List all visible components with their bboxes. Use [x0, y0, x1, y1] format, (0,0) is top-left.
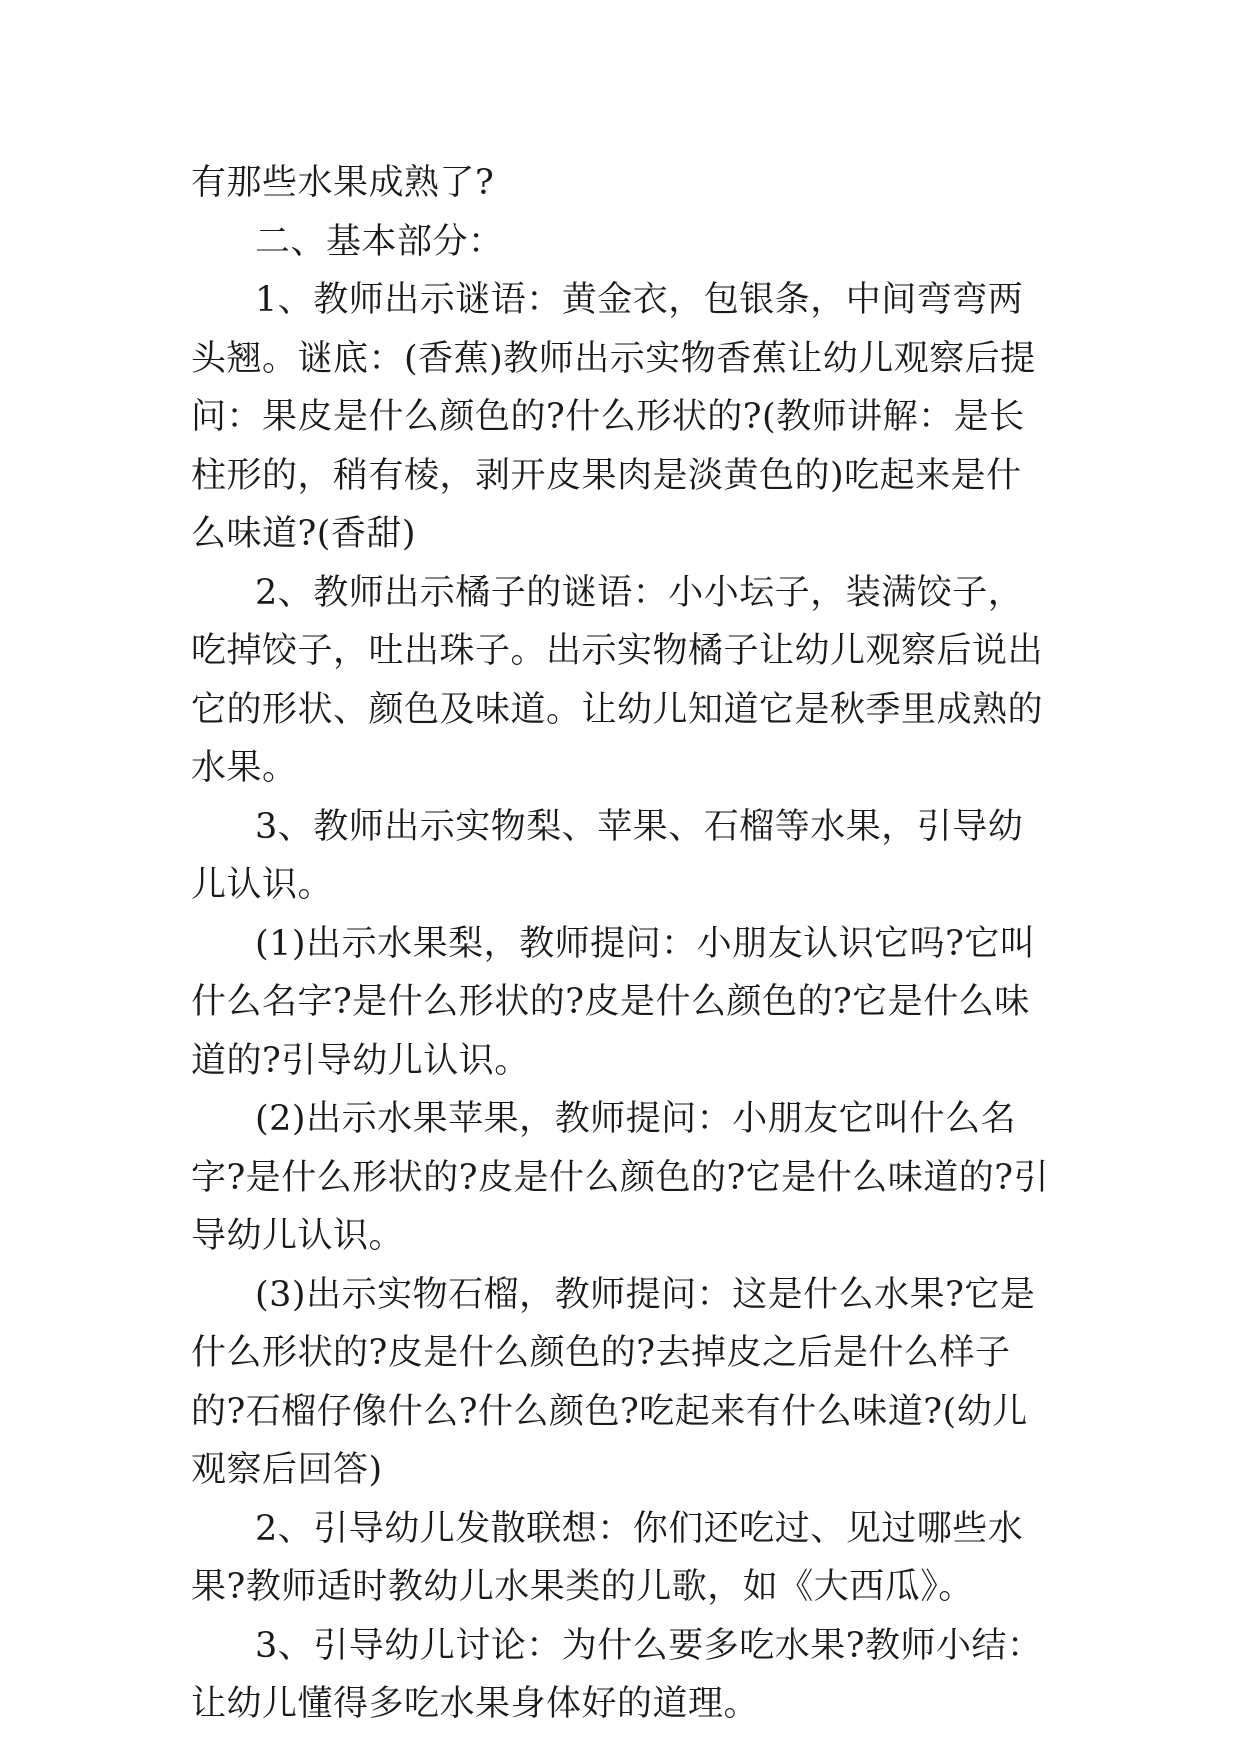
document-page [191, 154, 1055, 1734]
paragraph-pomegranate: (3)出示实物石榴，教师提问：这是什么水果?它是什么形状的?皮是什么颜色的?去掉皮之后是什么样子的?石榴仔像什么?什么颜色?吃起来有什么味道?(幼儿观察后回答) [191, 1274, 1036, 1490]
paragraph-discussion: 3、引导幼儿讨论：为什么要多吃水果?教师小结：让幼儿懂得多吃水果身体好的道理。 [191, 1625, 1043, 1724]
paragraph-pear: (1)出示水果梨，教师提问：小朋友认识它吗?它叫什么名字?是什么形状的?皮是什么颜色的?它是什么味道的?引导幼儿认识。 [191, 923, 1036, 1081]
paragraph-banana: 1、教师出示谜语：黄金衣，包银条，中间弯弯两头翘。谜底：(香蕉)教师出示实物香蕉让幼儿观察后提问：果皮是什么颜色的?什么形状的?(教师讲解：是长柱形的，稍有棱，剥开皮果肉是淡黄色的)吃起来是什么味道?(香甜) [191, 280, 1036, 554]
section-heading-basic: 二、基本部分： [255, 221, 504, 262]
paragraph-intro-question: 有那些水果成熟了? [191, 163, 495, 203]
paragraph-apple: (2)出示水果苹果，教师提问：小朋友它叫什么名字?是什么形状的?皮是什么颜色的?它是什么味道的?引导幼儿认识。 [191, 1099, 1050, 1256]
paragraph-association: 2、引导幼儿发散联想：你们还吃过、见过哪些水果?教师适时教幼儿水果类的儿歌，如《大西瓜》。 [191, 1508, 1024, 1607]
paragraph-fruits-intro: 3、教师出示实物梨、苹果、石榴等水果，引导幼儿认识。 [191, 806, 1024, 905]
paragraph-orange: 2、教师出示橘子的谜语：小小坛子，装满饺子，吃掉饺子，吐出珠子。出示实物橘子让幼儿观察后说出它的形状、颜色及味道。让幼儿知道它是秋季里成熟的水果。 [191, 572, 1044, 788]
